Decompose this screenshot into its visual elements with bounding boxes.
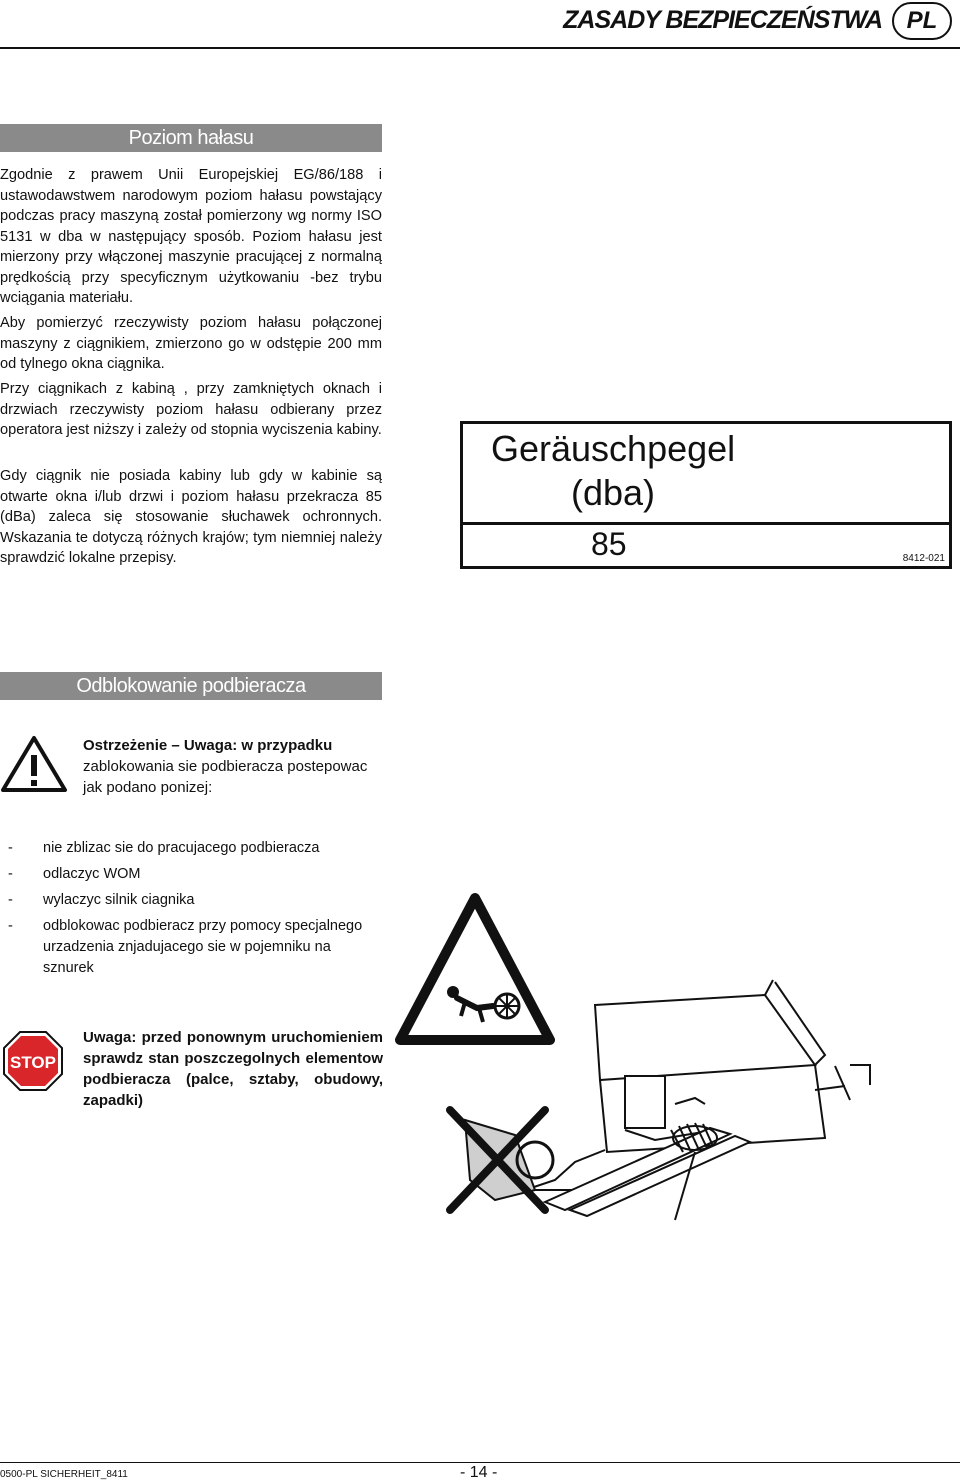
- pickup-warning-text: [83, 735, 383, 798]
- warning-rest: zablokowania sie podbieracza postepowac jak podano ponizej:: [83, 758, 368, 796]
- noise-paragraph-2: Aby pomierzyć rzeczywisty poziom hałasu połączonej maszyny z ciągnikiem, zmierzono go w odstępie 200 mm od tylnego okna ciągnika.: [0, 315, 382, 372]
- noise-paragraph-3: Przy ciągnikach z kabiną , przy zamkniętych oknach i drzwiach rzeczywisty poziom hałasu odbierany przez operatora jest niższy i zależy od stopnia wyciszenia kabiny.: [0, 381, 382, 438]
- noise-label-divider: [463, 522, 949, 525]
- footer-divider: [0, 1462, 960, 1463]
- noise-label-title: Geräuschpegel: [491, 428, 736, 469]
- footer-document-code: 0500-PL SICHERHEIT_8411: [0, 1469, 128, 1480]
- pickup-hazard-illustration: [395, 890, 955, 1230]
- section-title-noise: Poziom hałasu: [0, 124, 382, 152]
- list-item: - odblokowac podbieracz przy pomocy specjalnego urzadzenia znjadujacego sie w pojemniku na sznurek: [8, 918, 363, 976]
- stop-note: Uwaga: przed ponownym uruchomieniem sprawdz stan poszczegolnych elementow podbieracza (palce, sztaby, obudowy, zapadki): [83, 1029, 383, 1109]
- noise-level-label: [460, 421, 952, 569]
- stop-sign-icon: [2, 1030, 64, 1092]
- page-header-title: ZASADY BEZPIECZEŃSTWA: [563, 6, 882, 34]
- noise-label-unit: (dba): [571, 472, 656, 513]
- warning-triangle-icon: [0, 735, 68, 793]
- language-badge: PL: [892, 2, 952, 40]
- noise-label-code: 8412-021: [902, 553, 945, 564]
- list-item: - wylaczyc silnik ciagnika: [8, 892, 195, 908]
- stop-sign-label: STOP: [10, 1053, 56, 1072]
- crossed-out-hand-icon: [450, 1110, 553, 1210]
- list-item: - nie zblizac sie do pracujacego podbieracza: [8, 840, 320, 856]
- pickup-machine-drawing: [525, 980, 870, 1216]
- entanglement-warning-icon: [400, 898, 550, 1040]
- section-title-pickup: Odblokowanie podbieracza: [0, 672, 382, 700]
- noise-paragraph-1: Zgodnie z prawem Unii Europejskiej EG/86/188 i ustawodawstwem narodowym poziom hałasu powstający podczas pracy maszyną został pomierzony wg normy ISO 5131 w dba w następujący sposób. Poziom hałasu jest mierzony przy włączonej maszynie pracującej z normalną prędkością przy specyficznym użytkowaniu -bez trybu wciągania materiału.: [0, 167, 382, 306]
- header-divider: [0, 47, 960, 49]
- page-number: - 14 -: [460, 1464, 498, 1481]
- pickup-steps-list: [0, 838, 384, 984]
- noise-label-value: 85: [591, 526, 627, 562]
- list-item: - odlaczyc WOM: [8, 866, 141, 882]
- noise-paragraph-4: Gdy ciągnik nie posiada kabiny lub gdy w kabinie są otwarte okna i/lub drzwi i poziom hałasu przekracza 85 (dBa) zaleca się stosowanie słuchawek ochronnych. Wskazania te dotyczą różnych krajów; tym niemniej należy sprawdzić lokalne przepisy.: [0, 468, 382, 566]
- warning-lead: Ostrzeżenie – Uwaga: w przypadku: [83, 737, 333, 754]
